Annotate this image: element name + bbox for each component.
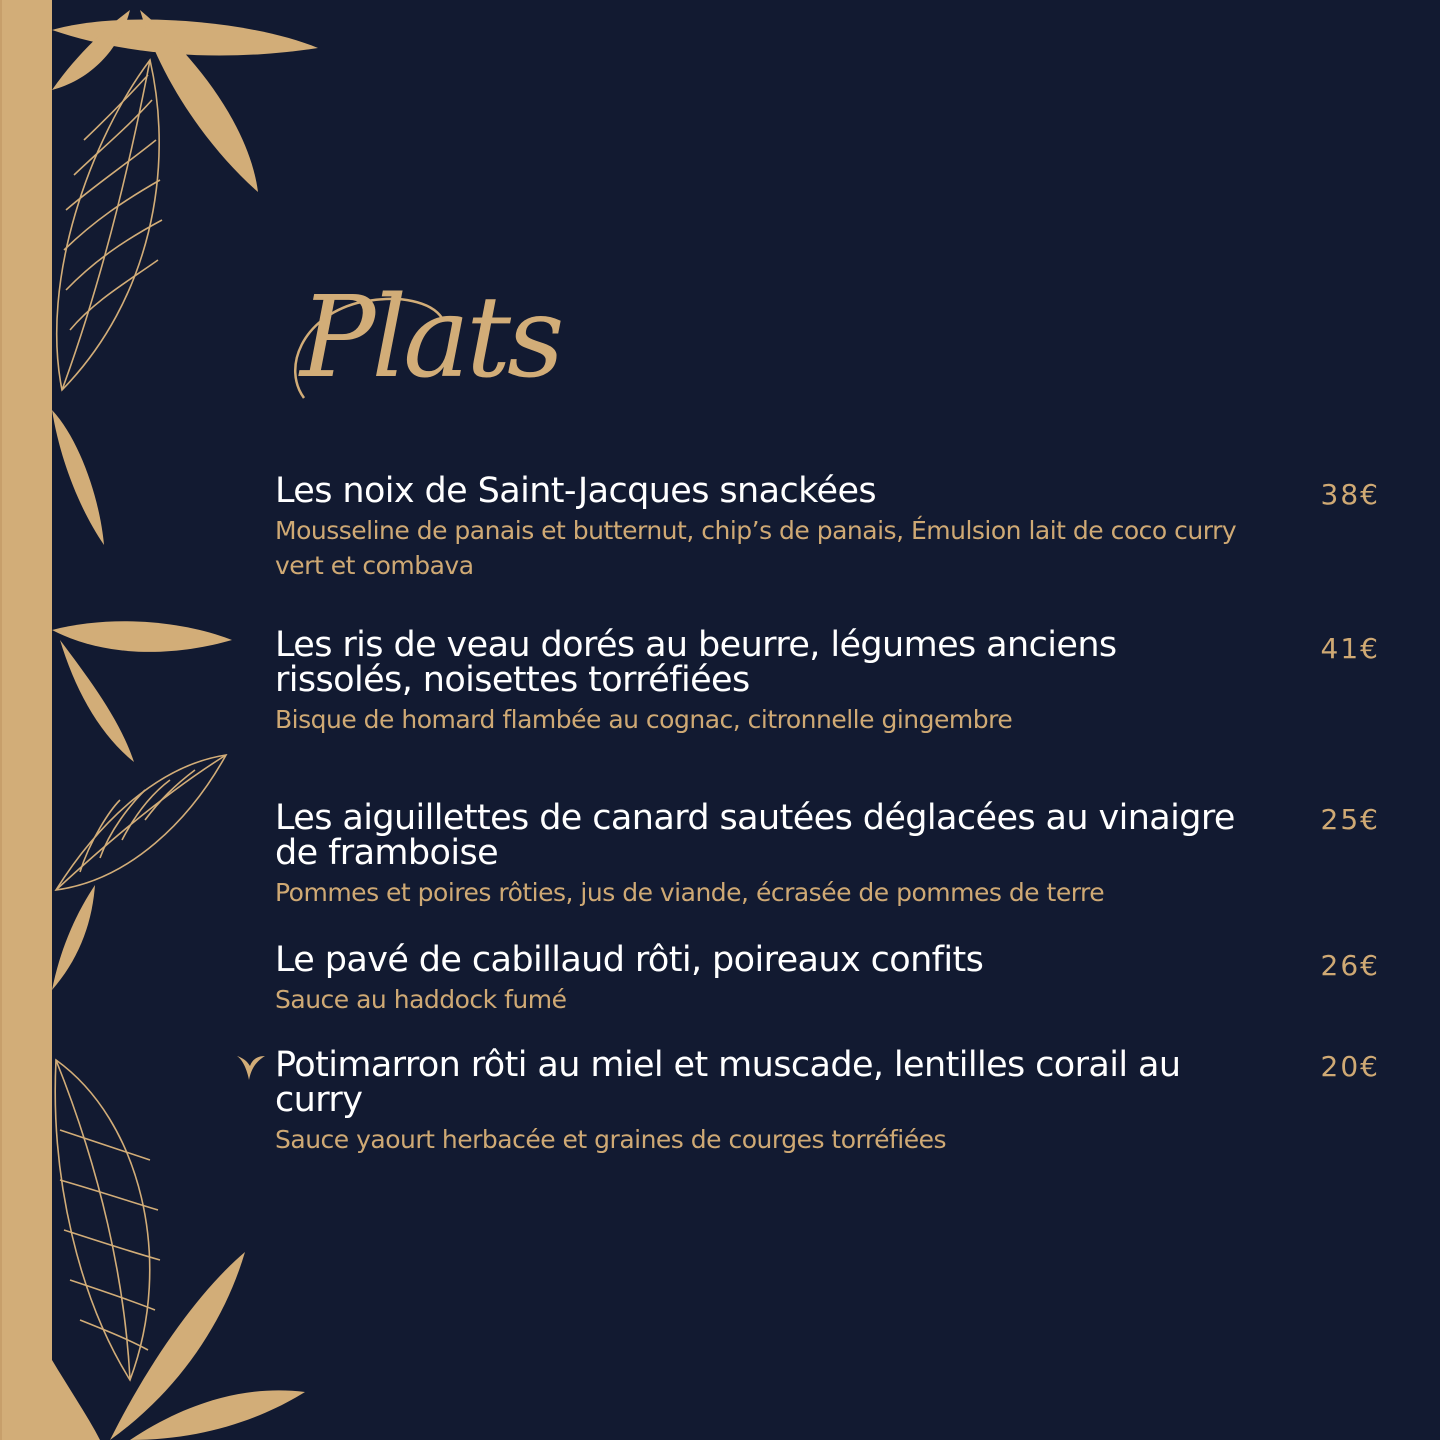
leaf-mid-2 <box>52 621 232 652</box>
dish-description: Sauce au haddock fumé <box>275 985 567 1014</box>
dish-description: Sauce yaourt herbacée et graines de courges torréfiées <box>275 1125 946 1154</box>
dish-price: 38€ <box>1320 478 1380 511</box>
dish-description: Bisque de homard flambée au cognac, citronnelle gingembre <box>275 705 1013 734</box>
dish-name: Les ris de veau dorés au beurre, légumes anciens rissolés, noisettes torréfiées <box>275 625 1117 700</box>
menu-item <box>275 625 1395 737</box>
dish-price: 25€ <box>1320 803 1380 836</box>
leaf-bottom-3 <box>52 1360 100 1440</box>
dish-price: 20€ <box>1320 1050 1380 1083</box>
leaf-mid-3 <box>60 640 134 762</box>
menu-title-text: Plats <box>300 273 561 403</box>
menu-item <box>275 1045 1395 1157</box>
dish-name: Les noix de Saint-Jacques snackées <box>275 471 877 511</box>
vegetarian-leaf-icon <box>235 1052 267 1082</box>
dish-name: Le pavé de cabillaud rôti, poireaux confits <box>275 940 984 980</box>
leaf-mid-1 <box>52 410 104 545</box>
line-leaf-bottom <box>55 1060 149 1380</box>
menu-item <box>275 940 1395 1017</box>
menu-title <box>282 248 642 428</box>
menu-item <box>275 471 1395 583</box>
dish-description: Pommes et poires rôties, jus de viande, écrasée de pommes de terre <box>275 878 1105 907</box>
dish-description: Mousseline de panais et butternut, chip’s de panais, Émulsion lait de coco curry vert et combava <box>275 516 1237 580</box>
dish-name: Les aiguillettes de canard sautées déglacées au vinaigre de framboise <box>275 798 1235 873</box>
dish-price: 41€ <box>1320 632 1380 665</box>
dish-price: 26€ <box>1320 949 1380 982</box>
menu-item <box>275 798 1395 910</box>
leaf-mid-4 <box>52 885 95 990</box>
dish-name: Potimarron rôti au miel et muscade, lentilles corail au curry <box>275 1045 1181 1120</box>
leaf-top-3 <box>52 10 130 90</box>
